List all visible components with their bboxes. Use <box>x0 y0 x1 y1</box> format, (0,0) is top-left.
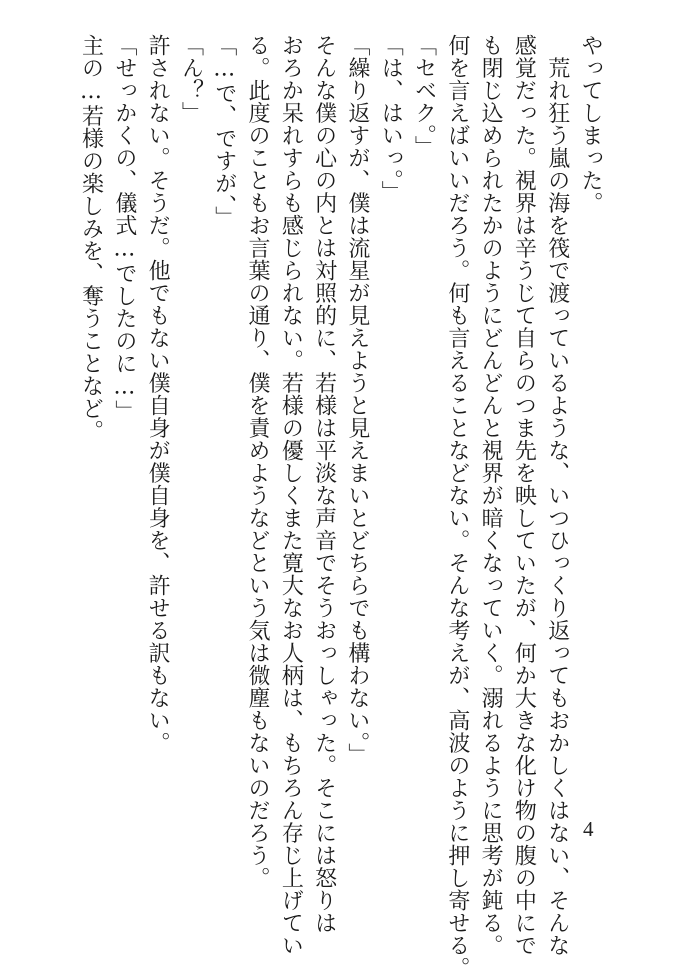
page-number: 4 <box>583 817 594 841</box>
text-line: 主の…若様の楽しみを、奪うことなど。 <box>78 34 104 442</box>
text-line: 感覚だった。視界は辛うじて自らのつま先を映していたが、何か大きな化け物の腹の中にで <box>511 34 537 957</box>
text-line: そんな僕の心の内とは対照的に、若様は平淡な声音でそうおっしゃった。そこには怒りは <box>311 34 337 934</box>
text-line: る。此度のこともお言葉の通り、僕を責めようなどという気は微塵もないのだろう。 <box>245 34 271 889</box>
text-line: 「…で、ですが、」 <box>211 34 237 229</box>
text-line: おろか呆れすらも感じられない。若様の優しくまた寛大なお人柄は、もちろん存じ上げてい <box>278 34 304 957</box>
text-line: も閉じ込められたかのようにどんどんと視界が暗くなっていく。溺れるように思考が鈍る。 <box>478 34 504 957</box>
text-line: 何を言えばいいだろう。何も言えることなどない。そんな考えが、高波のように押し寄せる。 <box>444 34 470 979</box>
text-line: 荒れ狂う嵐の海を筏で渡っているような、いつひっくり返ってもおかしくはない、そんな <box>544 34 570 957</box>
text-line: 「せっかくの、儀式…でしたのに…」 <box>111 34 137 423</box>
text-line: 「セベク。」 <box>411 34 437 158</box>
text-line: 「繰り返すが、僕は流星が見えようと見えまいとどちらでも構わない。」 <box>344 34 370 766</box>
text-line: 「ん？」 <box>178 34 204 124</box>
vertical-body-text <box>74 34 607 979</box>
text-line: やってしまった。 <box>578 34 603 214</box>
text-line: 許されない。そうだ。他でもない僕自身が僕自身を、許せる訳もない。 <box>145 34 171 754</box>
text-line: 「は、はいっ。」 <box>378 34 404 203</box>
